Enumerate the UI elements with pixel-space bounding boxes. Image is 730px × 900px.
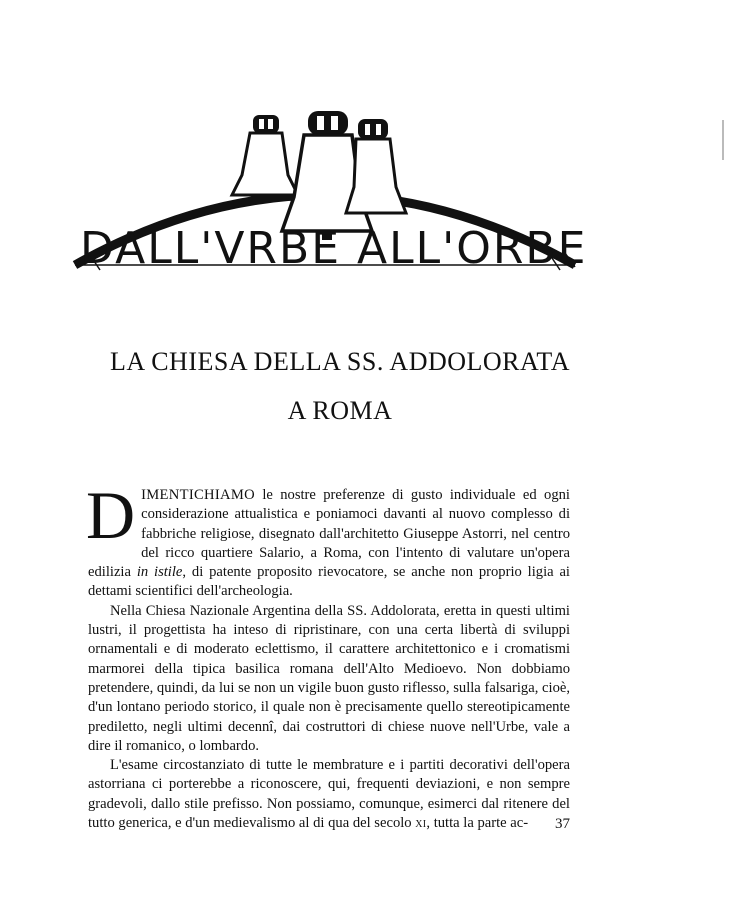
paragraph-3-end: , tutta la parte ac- (426, 815, 529, 832)
paragraph-3-text: L'esame circostanziato di tutte le membrature e i partiti decorativi dell'opera astorriana ci porterebbe a riconoscere, qui, frequenti deviazioni, e non sempre gradevoli, dallo stile prefisso. Non possiamo, comunque, esimerci dal ritenere del tutto generica, e d'un medievalismo al di qua del secolo (88, 757, 570, 832)
left-bell-icon (232, 115, 298, 195)
masthead-illustration (70, 105, 588, 285)
lead-word: IMENTICHIAMO (141, 487, 255, 503)
right-bell-icon (346, 119, 406, 213)
article-title-line-2: A ROMA (287, 396, 393, 425)
masthead-title: DALL'VRBE ALL'ORBE (80, 223, 588, 274)
article-title-line-1: LA CHIESA DELLA SS. ADDOLORATA (109, 347, 570, 376)
paragraph-1 (86, 477, 570, 602)
page-number: 37 (555, 816, 570, 832)
page-edge-mark (722, 120, 724, 160)
italic-phrase: in istile (136, 564, 183, 581)
drop-cap: D (86, 477, 136, 553)
paragraph-2: Nella Chiesa Nazionale Argentina della SS. Addolorata, eretta in questi ultimi lustri, il progettista ha inteso di ripristinare, con una certa libertà di sviluppi ornamentali e di moderato eclettismo, il carattere architettonico e i cromatismi marmorei della tipica basilica romana dell'Alto Medioevo. Non dobbiamo pretendere, quindi, da lui se non un vigile buon gusto riflesso, sulla falsariga, cioè, d'un lontano periodo storico, il quale non è precisamente quello stereotipicamente prediletto, negli ultimi decennî, dai costruttori di chiese nuove nell'Urbe, vale a dire il romanico, o lombardo. (88, 602, 570, 754)
paragraph-3 (88, 756, 570, 833)
article-body (86, 477, 570, 833)
century-numeral: xi (415, 815, 427, 832)
paragraph-1-end: , di patente proposito rievocatore, se anche non proprio ligia ai dettami scientifici dell'archeologia. (88, 564, 570, 600)
paragraph-1-text: le nostre preferenze di gusto individuale ed ogni considerazione attualistica e poniamoci davanti al nuovo complesso di fabbriche religiose, disegnato dall'architetto Giuseppe Astorri, nel centro del ricco quartiere Salario, a Roma, con l'intento di valutare un'opera edilizia (88, 487, 570, 581)
